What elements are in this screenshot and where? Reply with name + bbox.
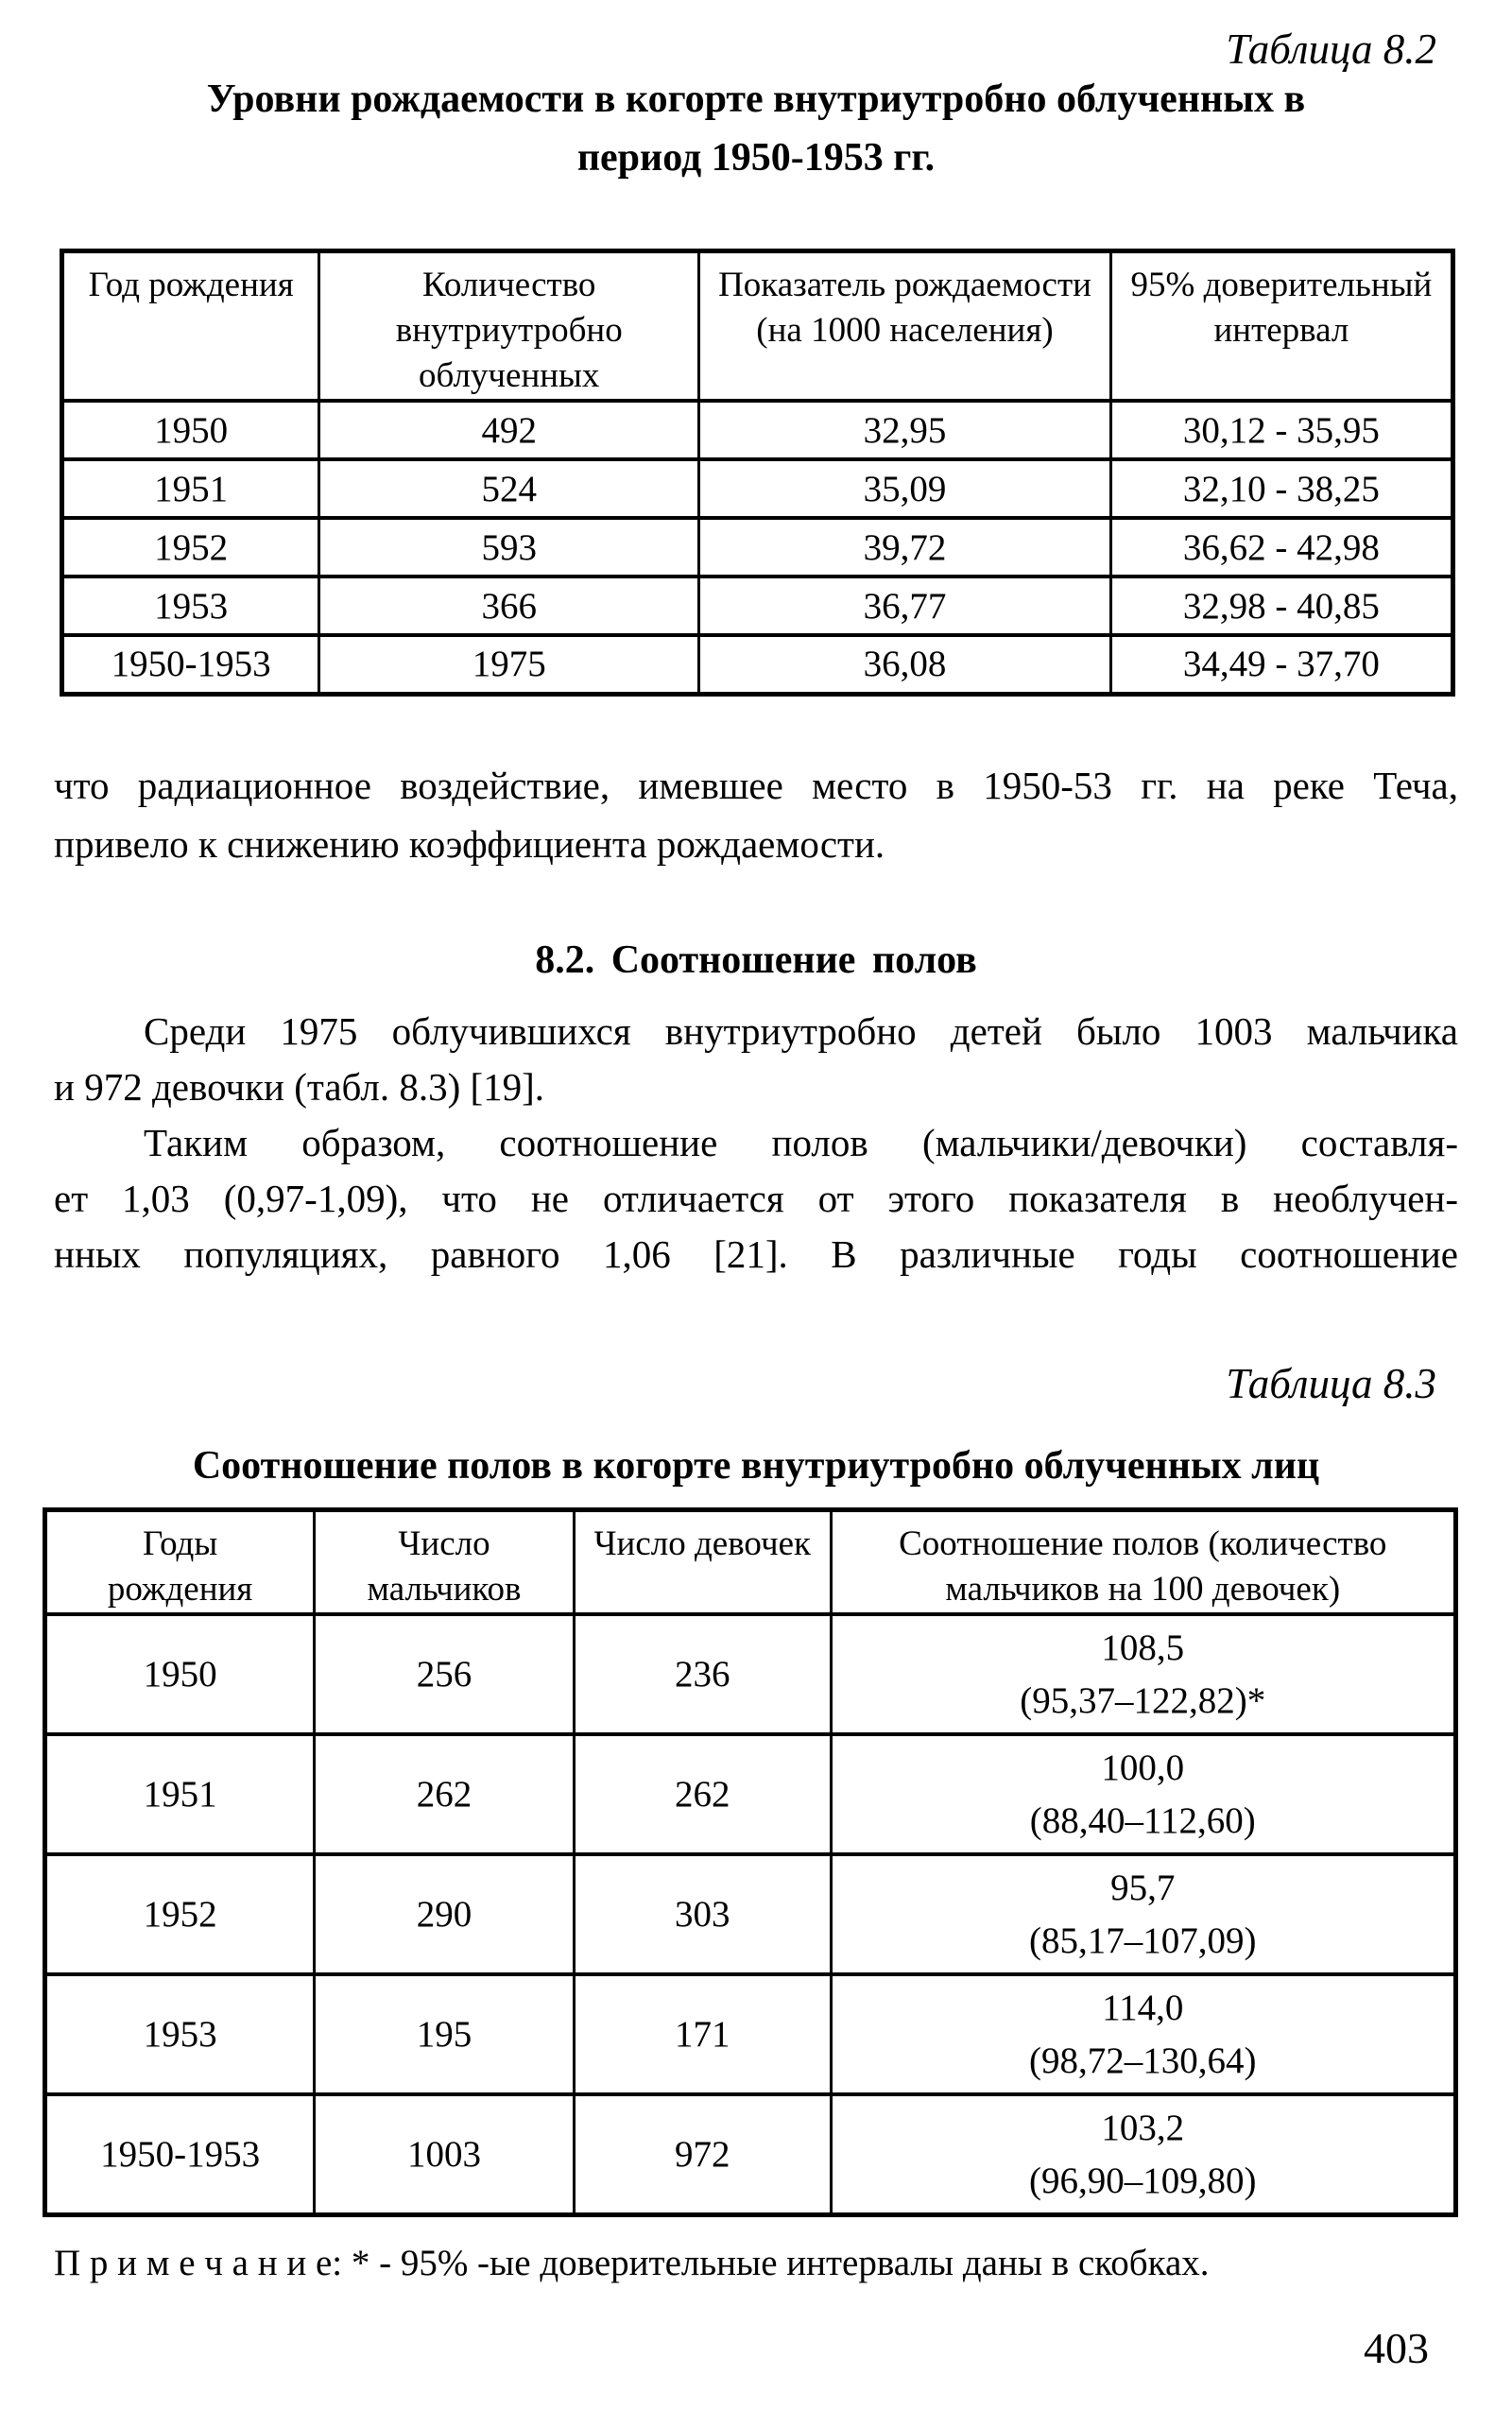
table-8-2-title [0,70,1512,187]
cell-boys: 1003 [315,2094,575,2215]
table-row [62,401,1453,459]
paragraph-line: ет 1,03 (0,97-1,09), что не отличается от этого показателя в необлучен- [54,1177,1458,1220]
table-row-total [45,2094,1456,2215]
cell-rate: 39,72 [699,518,1111,577]
paragraph-line: Таким образом, соотношение полов (мальчики/девочки) составля- [144,1121,1458,1164]
cell-count: 492 [319,401,699,459]
sex-ratio-table [43,1507,1458,2217]
cell-rate: 36,08 [699,635,1111,694]
ratio-ci: (96,90–109,80) [1029,2160,1257,2201]
cell-ratio [831,1854,1455,1974]
cell-years: 1953 [45,1974,315,2094]
paragraph-line: привело к снижению коэффициента рождаемости. [54,822,885,866]
header-girls-count: Число девочек [574,1510,831,1615]
header-confidence-interval: 95% доверительный интервал [1110,251,1452,402]
cell-boys: 195 [315,1974,575,2094]
cell-ratio [831,2094,1455,2215]
table-row-total [62,635,1453,694]
ratio-value: 95,7 [1110,1868,1176,1908]
cell-ci: 34,49 - 37,70 [1110,635,1452,694]
header-boys-count: Число мальчиков [315,1510,575,1615]
sex-ratio-header-row [45,1510,1456,1615]
cell-year: 1951 [62,459,319,518]
cell-year: 1950 [62,401,319,459]
header-birth-years: Годы рождения [45,1510,315,1615]
birth-rate-table [60,249,1455,697]
table-row [62,518,1453,577]
footnote: П р и м е ч а н и е: * - 95% -ые доверительные интервалы даны в скобках. [54,2243,1210,2283]
cell-boys: 256 [315,1614,575,1734]
cell-count: 366 [319,577,699,635]
cell-ci: 32,98 - 40,85 [1110,577,1452,635]
ratio-ci: (98,72–130,64) [1029,2040,1257,2081]
cell-rate: 36,77 [699,577,1111,635]
cell-ci: 30,12 - 35,95 [1110,401,1452,459]
cell-boys: 290 [315,1854,575,1974]
paragraph-line: и 972 девочки (табл. 8.3) [19]. [54,1065,545,1109]
ratio-ci: (85,17–107,09) [1029,1920,1257,1961]
cell-years: 1950 [45,1614,315,1734]
cell-rate: 32,95 [699,401,1111,459]
ratio-ci: (95,37–122,82)* [1020,1680,1266,1721]
paragraph-radiation-effect [54,756,1458,873]
header-sex-ratio: Соотношение полов (количество мальчиков на 100 девочек) [831,1510,1455,1615]
header-birth-rate: Показатель рождаемости (на 1000 населения) [699,251,1111,402]
section-heading: 8.2. Соотношение полов [535,938,977,982]
cell-years: 1952 [45,1854,315,1974]
paragraph-line: Среди 1975 облучившихся внутриутробно детей было 1003 мальчика [144,1009,1458,1053]
cell-ci: 32,10 - 38,25 [1110,459,1452,518]
cell-girls: 236 [574,1614,831,1734]
table-row [45,1854,1456,1974]
header-irradiated-count: Количество внутриутробно облученных [319,251,699,402]
table-row [45,1734,1456,1854]
paragraph-line: нных популяциях, равного 1,06 [21]. В различные годы соотношение [54,1232,1458,1276]
ratio-value: 103,2 [1101,2108,1185,2148]
cell-girls: 972 [574,2094,831,2215]
cell-girls: 262 [574,1734,831,1854]
cell-girls: 171 [574,1974,831,2094]
header-birth-year: Год рождения [62,251,319,402]
table-8-3-caption: Таблица 8.3 [1226,1360,1436,1407]
cell-years: 1950-1953 [45,2094,315,2215]
cell-years: 1951 [45,1734,315,1854]
cell-girls: 303 [574,1854,831,1974]
cell-year: 1950-1953 [62,635,319,694]
cell-ratio [831,1614,1455,1734]
cell-ci: 36,62 - 42,98 [1110,518,1452,577]
table-row [45,1614,1456,1734]
cell-count: 524 [319,459,699,518]
ratio-ci: (88,40–112,60) [1029,1800,1256,1841]
page-number: 403 [1364,2324,1429,2372]
table-8-2-caption: Таблица 8.2 [1226,26,1436,73]
cell-count: 593 [319,518,699,577]
cell-boys: 262 [315,1734,575,1854]
table-8-3-title: Соотношение полов в когорте внутриутробно облученных лиц [192,1444,1320,1488]
table-8-2-title-line-1: Уровни рождаемости в когорте внутриутробно облученных в [206,77,1306,121]
ratio-value: 100,0 [1101,1747,1185,1788]
cell-ratio [831,1974,1455,2094]
table-row [62,577,1453,635]
table-row [45,1974,1456,2094]
cell-year: 1952 [62,518,319,577]
birth-rate-header-row [62,251,1453,402]
cell-rate: 35,09 [699,459,1111,518]
ratio-value: 108,5 [1101,1627,1185,1668]
paragraph-line: что радиационное воздействие, имевшее место в 1950-53 гг. на реке Теча, [54,764,1458,807]
cell-ratio [831,1734,1455,1854]
paragraph-sex-ratio [54,1004,1458,1282]
table-8-2-title-line-2: период 1950-1953 гг. [576,136,936,180]
ratio-value: 114,0 [1102,1988,1184,2028]
cell-year: 1953 [62,577,319,635]
cell-count: 1975 [319,635,699,694]
table-row [62,459,1453,518]
